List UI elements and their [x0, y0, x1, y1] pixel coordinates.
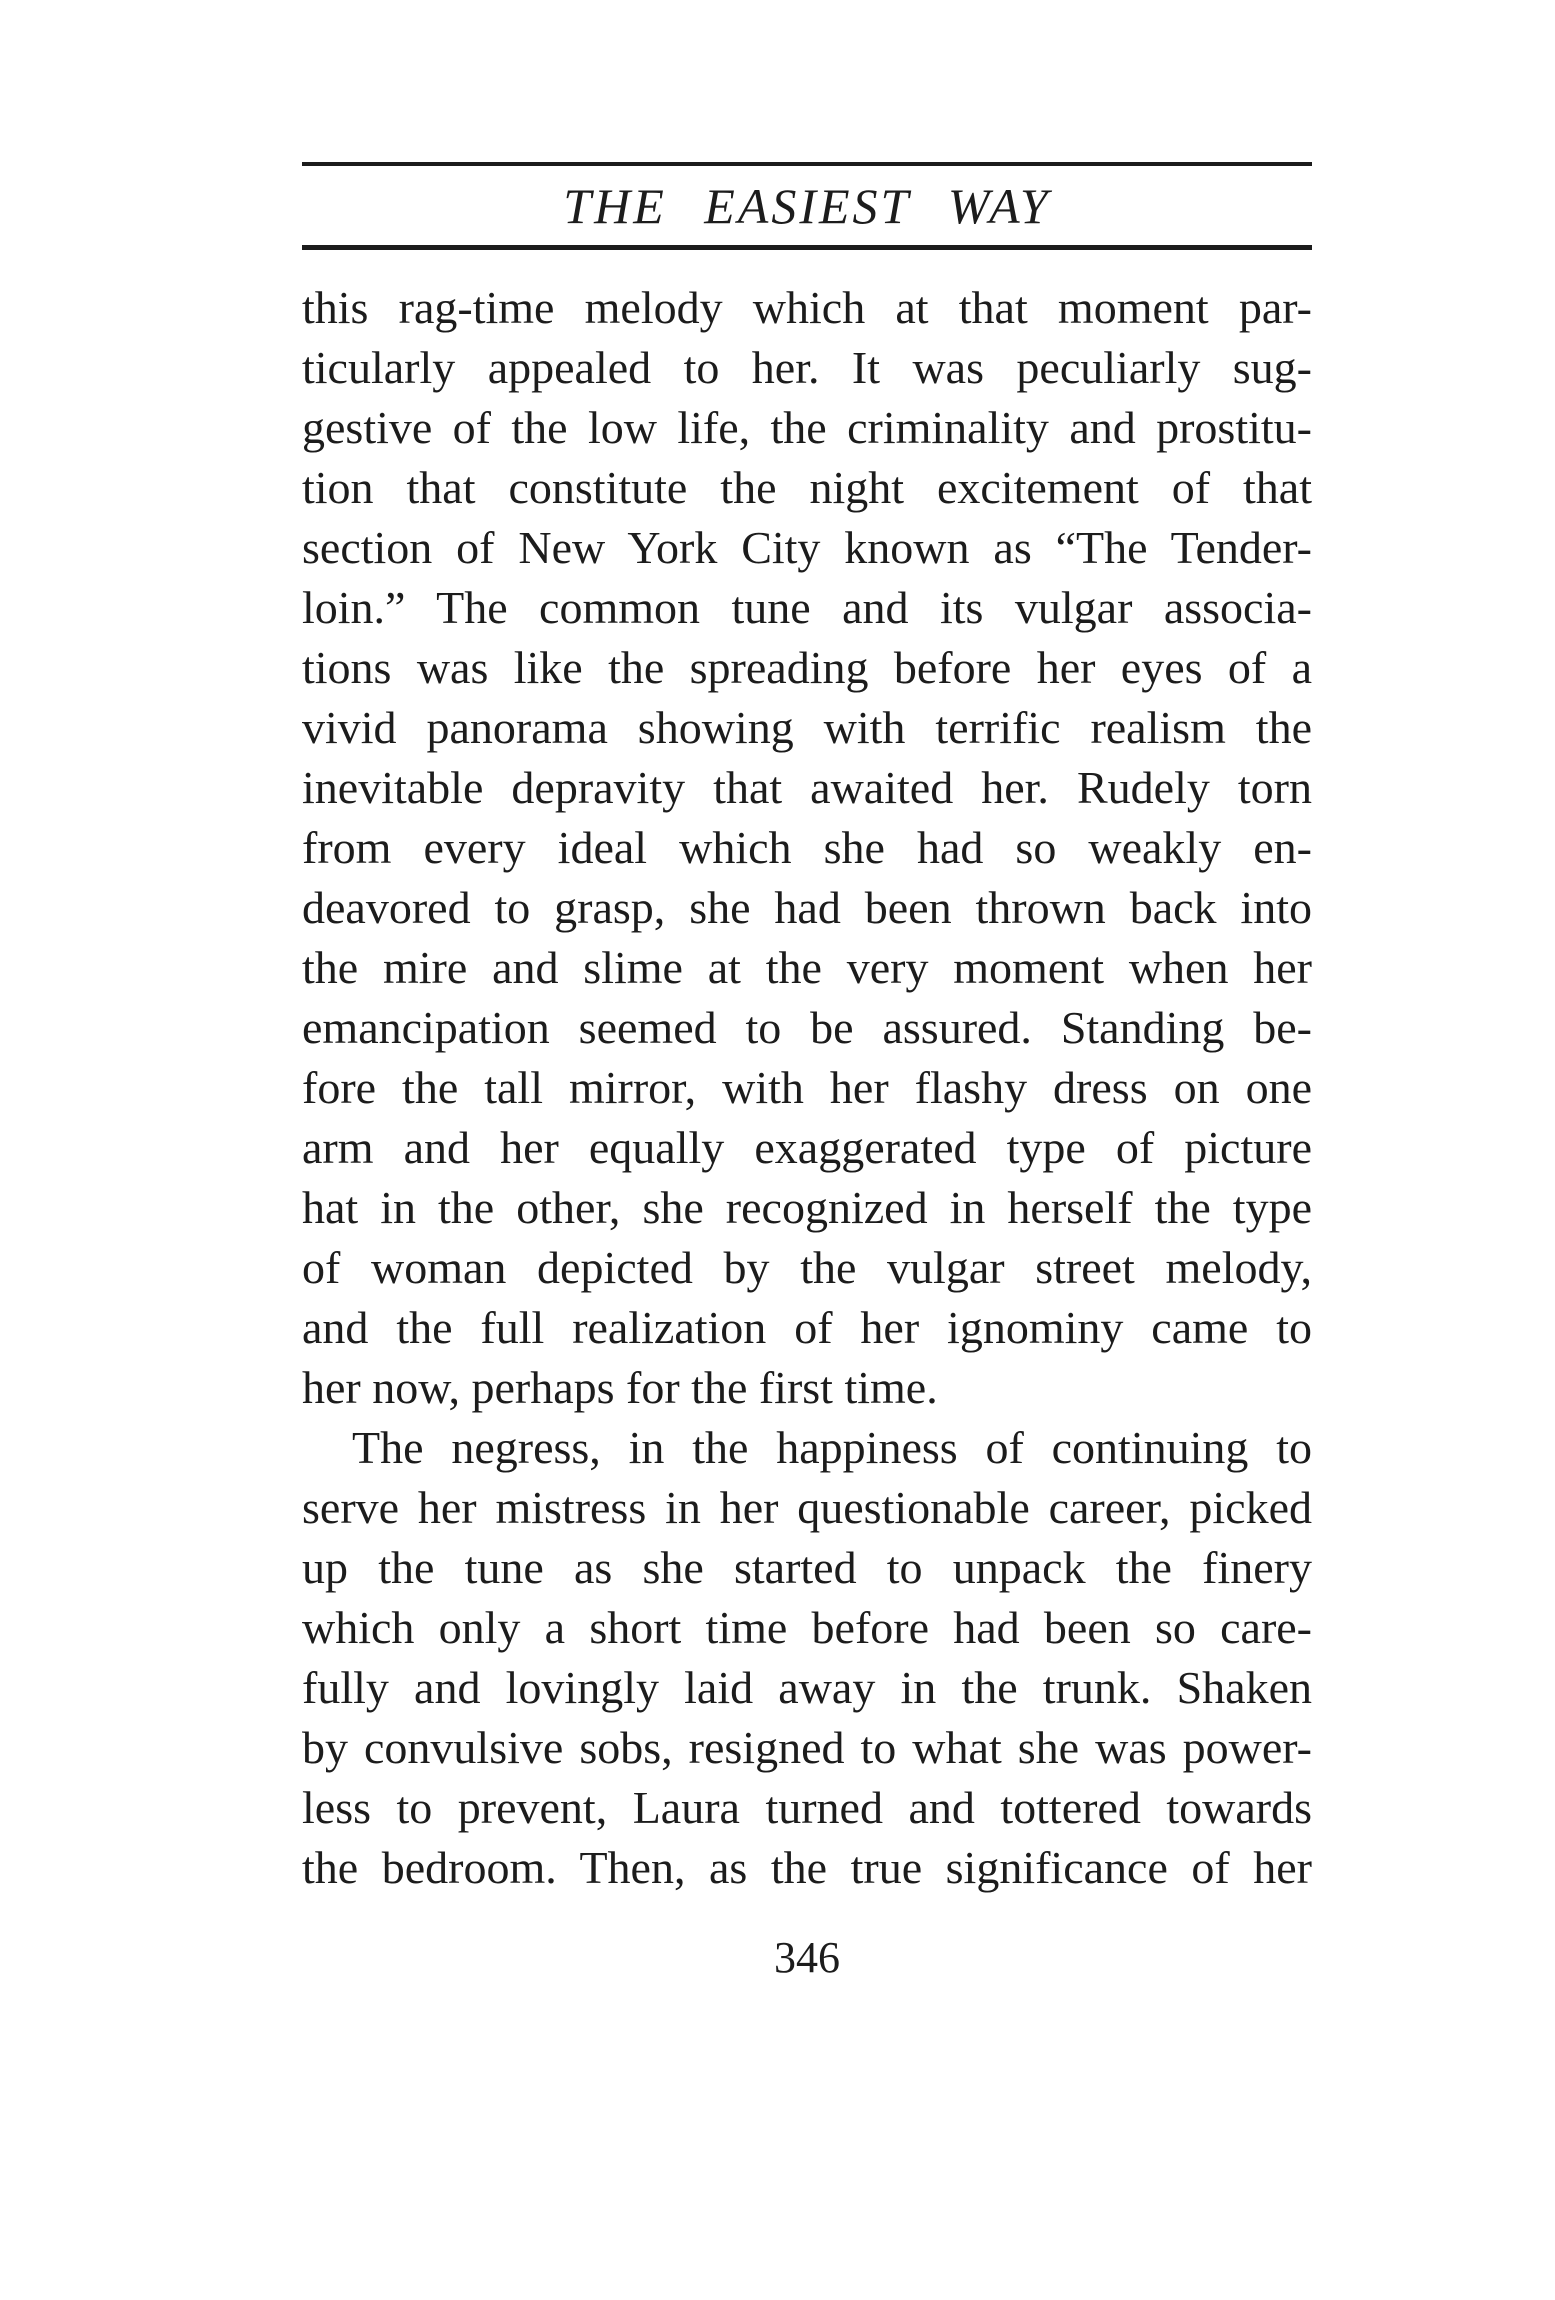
paragraph-2	[302, 1418, 1312, 1898]
text-line: section of New York City known as “The Tender-	[302, 522, 1312, 573]
text-line: from every ideal which she had so weakly en-	[302, 822, 1312, 873]
running-head: THE EASIEST WAY	[563, 178, 1051, 234]
text-line: her now, perhaps for the first time.	[302, 1362, 938, 1413]
text-line: emancipation seemed to be assured. Standing be-	[302, 1002, 1312, 1053]
text-line: arm and her equally exaggerated type of picture	[302, 1122, 1312, 1173]
body-text	[302, 278, 1312, 1898]
text-line: this rag-time melody which at that moment par-	[302, 282, 1312, 333]
text-line: less to prevent, Laura turned and tottered towards	[302, 1782, 1312, 1833]
text-line: vivid panorama showing with terrific realism the	[302, 702, 1312, 753]
text-line: hat in the other, she recognized in herself the type	[302, 1182, 1312, 1233]
text-line: tions was like the spreading before her eyes of a	[302, 642, 1312, 693]
text-line: the mire and slime at the very moment when her	[302, 942, 1312, 993]
text-line: ticularly appealed to her. It was peculiarly sug-	[302, 342, 1312, 393]
text-line: inevitable depravity that awaited her. Rudely torn	[302, 762, 1312, 813]
text-line: which only a short time before had been so care-	[302, 1602, 1312, 1653]
page-number: 346	[774, 1933, 840, 1982]
text-line: fore the tall mirror, with her flashy dress on one	[302, 1062, 1312, 1113]
text-line: fully and lovingly laid away in the trunk. Shaken	[302, 1662, 1312, 1713]
text-line: The negress, in the happiness of continuing to	[352, 1422, 1312, 1473]
text-line: the bedroom. Then, as the true significance of her	[302, 1842, 1312, 1893]
text-line: up the tune as she started to unpack the finery	[302, 1542, 1312, 1593]
text-line: tion that constitute the night excitement of that	[302, 462, 1312, 513]
text-line: by convulsive sobs, resigned to what she was power-	[302, 1722, 1312, 1773]
text-line: gestive of the low life, the criminality and prostitu-	[302, 402, 1312, 453]
text-line: and the full realization of her ignominy came to	[302, 1302, 1312, 1353]
header-rule-bottom	[302, 245, 1312, 250]
paragraph-1	[302, 278, 1312, 1418]
text-line: of woman depicted by the vulgar street melody,	[302, 1242, 1312, 1293]
text-line: loin.” The common tune and its vulgar associa-	[302, 582, 1312, 633]
text-line: deavored to grasp, she had been thrown back into	[302, 882, 1312, 933]
text-line: serve her mistress in her questionable career, picked	[302, 1482, 1312, 1533]
header-rule-top	[302, 162, 1312, 166]
